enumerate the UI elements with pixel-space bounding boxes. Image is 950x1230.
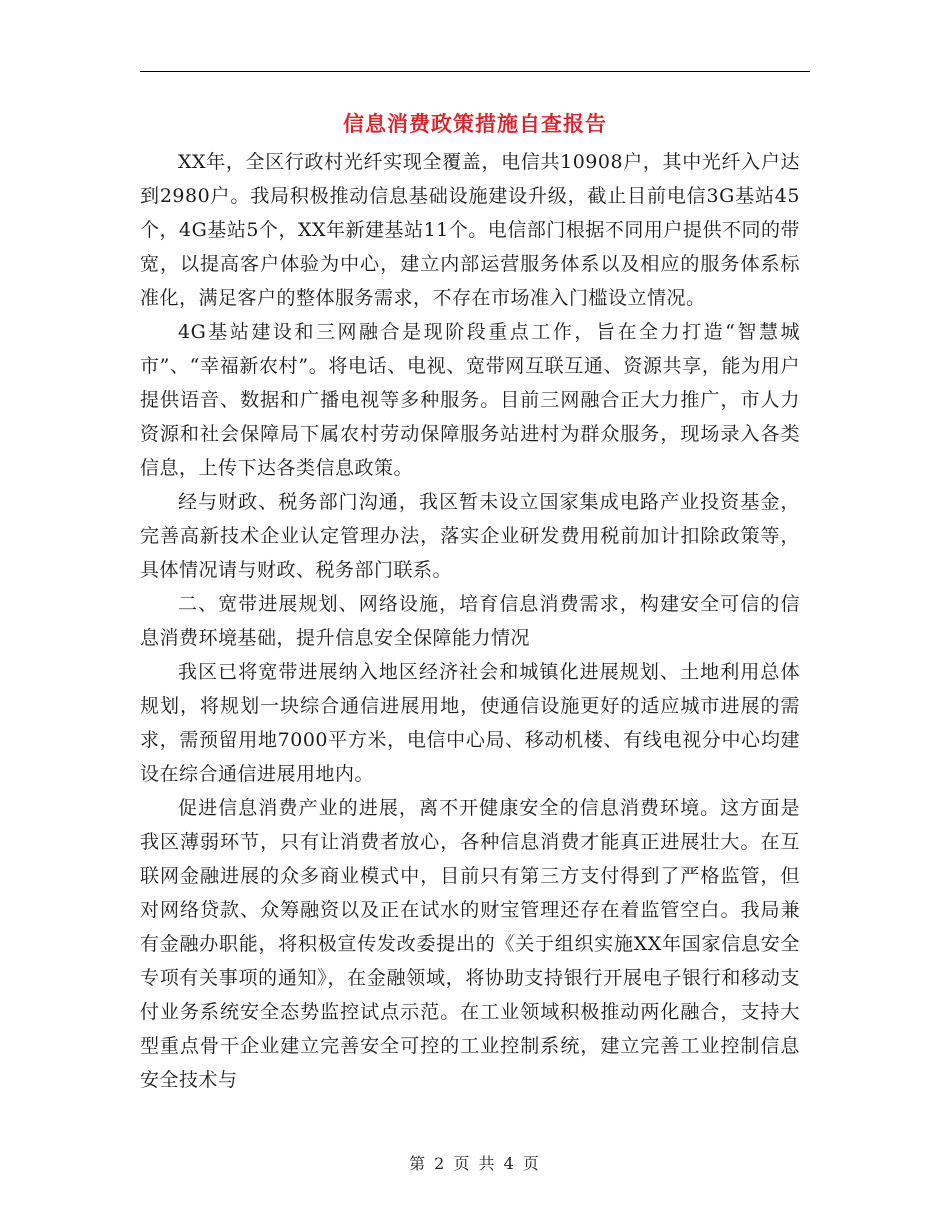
- section-heading-2: 二、宽带进展规划、网络设施，培育信息消费需求，构建安全可信的信息消费环境基础，提升信息安全保障能力情况: [140, 593, 800, 649]
- header-rule: [140, 71, 810, 72]
- document-body: [140, 145, 800, 1097]
- paragraph-3: 经与财政、税务部门沟通，我区暂未设立国家集成电路产业投资基金，完善高新技术企业认定管理办法，落实企业研发费用税前加计扣除政策等，具体情况请与财政、税务部门联系。: [140, 491, 800, 581]
- document-title: 信息消费政策措施自查报告: [343, 111, 607, 136]
- paragraph-2: 4G基站建设和三网融合是现阶段重点工作，旨在全力打造“智慧城市”、“幸福新农村”。将电话、电视、宽带网互联互通、资源共享，能为用户提供语音、数据和广播电视等多种服务。目前三网融合正大力推广，市人力资源和社会保障局下属农村劳动保障服务站进村为群众服务，现场录入各类信息，上传下达各类信息政策。: [140, 321, 800, 479]
- page-number: 第 2 页 共 4 页: [409, 1154, 541, 1173]
- paragraph-5: 我区已将宽带进展纳入地区经济社会和城镇化进展规划、土地利用总体规划，将规划一块综合通信进展用地，使通信设施更好的适应城市进展的需求，需预留用地7000平方米，电信中心局、移动机楼、有线电视分中心均建设在综合通信进展用地内。: [140, 661, 800, 785]
- paragraph-6: 促进信息消费产业的进展，离不开健康安全的信息消费环境。这方面是我区薄弱环节，只有让消费者放心，各种信息消费才能真正进展壮大。在互联网金融进展的众多商业模式中，目前只有第三方支付得到了严格监管，但对网络贷款、众筹融资以及正在试水的财宝管理还存在着监管空白。我局兼有金融办职能，将积极宣传发改委提出的《关于组织实施XX年国家信息安全专项有关事项的通知》，在金融领域，将协助支持银行开展电子银行和移动支付业务系统安全态势监控试点示范。在工业领域积极推动两化融合，支持大型重点骨干企业建立完善安全可控的工业控制系统，建立完善工业控制信息安全技术与: [140, 797, 800, 1091]
- paragraph-1: XX年，全区行政村光纤实现全覆盖，电信共10908户，其中光纤入户达到2980户。我局积极推动信息基础设施建设升级，截止目前电信3G基站45个，4G基站5个，XX年新建基站11个。电信部门根据不同用户提供不同的带宽，以提高客户体验为中心，建立内部运营服务体系以及相应的服务体系标准化，满足客户的整体服务需求，不存在市场准入门槛设立情况。: [140, 151, 800, 309]
